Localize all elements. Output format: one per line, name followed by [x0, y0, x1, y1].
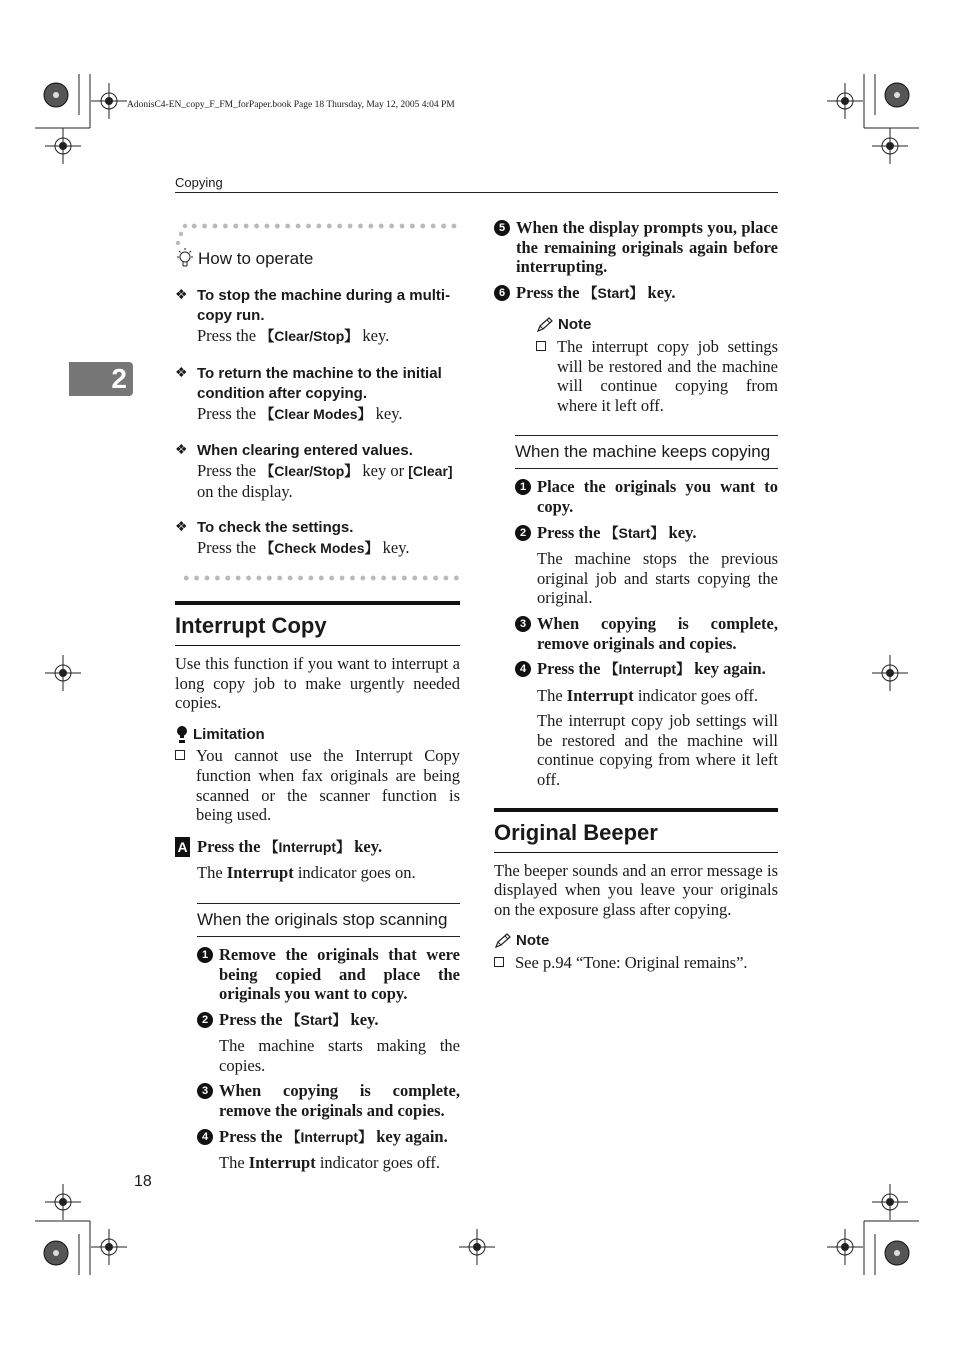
- hto-item-text: Press the 【Clear/Stop】 key.: [197, 326, 390, 345]
- subhead-machine-keeps: When the machine keeps copying: [515, 435, 778, 469]
- lightbulb-icon: [175, 248, 195, 270]
- note-pencil-icon: [494, 933, 512, 949]
- registration-mark-icon: [872, 128, 908, 164]
- substep: 1 Remove the originals that were being copied and place the originals you want to copy.: [197, 945, 460, 1004]
- checkbox-bullet-icon: [175, 750, 185, 760]
- step-circle-number: 4: [197, 1129, 213, 1145]
- step-circle-number: 5: [494, 220, 510, 236]
- left-column: [175, 222, 460, 1173]
- hto-item-text: Press the 【Clear/Stop】 key or [Clear] on the display.: [197, 461, 453, 501]
- substep: 2 Press the 【Start】 key.: [197, 1010, 460, 1031]
- original-beeper-intro: The beeper sounds and an error message is displayed when you leave your originals on the exposure glass after copying.: [494, 860, 778, 919]
- registration-mark-icon: [45, 128, 81, 164]
- right-column: [494, 218, 778, 973]
- step-circle-number: 2: [515, 525, 531, 541]
- checkbox-bullet-icon: [494, 957, 504, 967]
- substep-result: The machine starts making the copies.: [219, 1036, 460, 1075]
- dotted-rule-top: [189, 223, 460, 229]
- rosette-icon: [44, 83, 68, 107]
- file-info-line: AdonisC4-EN_copy_F_FM_forPaper.book Page 18 Thursday, May 12, 2005 4:04 PM: [127, 100, 455, 110]
- registration-mark-icon: [45, 655, 81, 691]
- how-to-operate-title: How to operate: [198, 249, 314, 269]
- how-to-operate-box: [175, 222, 460, 581]
- registration-mark-icon: [872, 1184, 908, 1220]
- registration-mark-icon: [872, 655, 908, 691]
- step-circle-number: 2: [197, 1012, 213, 1028]
- diamond-bullet-icon: ❖: [175, 520, 188, 536]
- original-beeper-title: Original Beeper: [494, 808, 778, 853]
- registration-mark-icon: [459, 1229, 495, 1265]
- step-circle-number: 1: [197, 947, 213, 963]
- hto-item: [175, 518, 460, 559]
- hto-item-title: To stop the machine during a multi-copy run.: [197, 287, 451, 324]
- hto-item-title: To return the machine to the initial condition after copying.: [197, 364, 442, 402]
- hto-item: [175, 286, 460, 347]
- step-circle-number: 4: [515, 661, 531, 677]
- registration-mark-icon: [91, 1229, 127, 1265]
- page-number: 18: [134, 1173, 152, 1190]
- hto-item: [175, 364, 460, 425]
- interrupt-copy-intro: Use this function if you want to interrupt a long copy job to make urgently needed copies.: [175, 653, 460, 713]
- note-item: See p.94 “Tone: Original remains”.: [494, 953, 778, 973]
- substep: 5 When the display prompts you, place the remaining originals again before interrupting.: [494, 218, 778, 277]
- diamond-bullet-icon: ❖: [175, 288, 188, 303]
- substep: 2 Press the 【Start】 key.: [515, 523, 778, 544]
- checkbox-bullet-icon: [536, 341, 546, 351]
- note-pencil-icon: [536, 317, 554, 333]
- substep-result: The Interrupt indicator goes off.: [219, 1153, 441, 1173]
- registration-mark-icon: [91, 83, 127, 119]
- substep-result: The machine stops the previous original job and starts copying the original.: [537, 549, 778, 608]
- diamond-bullet-icon: ❖: [175, 365, 188, 381]
- rosette-icon: [885, 1241, 909, 1265]
- substep-result: The Interrupt indicator goes off.: [537, 685, 759, 705]
- chapter-tab: 2: [69, 362, 133, 396]
- hto-item-text: Press the 【Clear Modes】 key.: [197, 403, 403, 423]
- registration-mark-icon: [827, 83, 863, 119]
- note-label: Note: [536, 315, 778, 335]
- step-a-result: The Interrupt indicator goes on.: [197, 863, 416, 883]
- registration-mark-icon: [827, 1229, 863, 1265]
- substep-result: The interrupt copy job settings will be restored and the machine will continue copying from where it left off.: [537, 711, 778, 790]
- step-circle-number: 3: [197, 1083, 213, 1099]
- registration-mark-icon: [45, 1184, 81, 1220]
- hto-item-title: To check the settings.: [197, 519, 354, 537]
- limitation-item: You cannot use the Interrupt Copy function when fax originals are being scanned or the scanner function is being used.: [175, 746, 460, 824]
- substep: 4 Press the 【Interrupt】 key again.: [197, 1127, 460, 1148]
- step-a: A Press the 【Interrupt】 key.: [175, 837, 460, 858]
- rosette-icon: [44, 1241, 68, 1265]
- step-circle-number: 6: [494, 285, 510, 301]
- substep: 6 Press the 【Start】 key.: [494, 283, 778, 304]
- dotted-corner: [175, 222, 189, 250]
- rosette-icon: [885, 83, 909, 107]
- hto-item-title: When clearing entered values.: [197, 442, 413, 460]
- hto-item: [175, 441, 460, 501]
- hto-item-text: Press the 【Check Modes】 key.: [197, 538, 410, 558]
- substep: 3 When copying is complete, remove originals and copies.: [515, 614, 778, 653]
- dotted-rule-bottom: [181, 575, 460, 581]
- running-header-section: Copying: [175, 175, 223, 190]
- step-circle-number: 1: [515, 479, 531, 495]
- limitation-label: Limitation: [175, 725, 460, 745]
- substep: 1 Place the originals you want to copy.: [515, 477, 778, 516]
- step-circle-number: 3: [515, 616, 531, 632]
- diamond-bullet-icon: ❖: [175, 443, 188, 459]
- note-label: Note: [494, 931, 778, 951]
- substep: 3 When copying is complete, remove the originals and copies.: [197, 1081, 460, 1120]
- subhead-originals-stop: When the originals stop scanning: [197, 903, 460, 937]
- note-item: The interrupt copy job settings will be restored and the machine will continue copying from where it left off.: [536, 337, 778, 415]
- substep: 4 Press the 【Interrupt】 key again.: [515, 659, 778, 680]
- limitation-icon: [175, 726, 189, 744]
- header-rule: [175, 192, 778, 193]
- step-number: A: [175, 837, 190, 857]
- interrupt-copy-title: Interrupt Copy: [175, 601, 460, 646]
